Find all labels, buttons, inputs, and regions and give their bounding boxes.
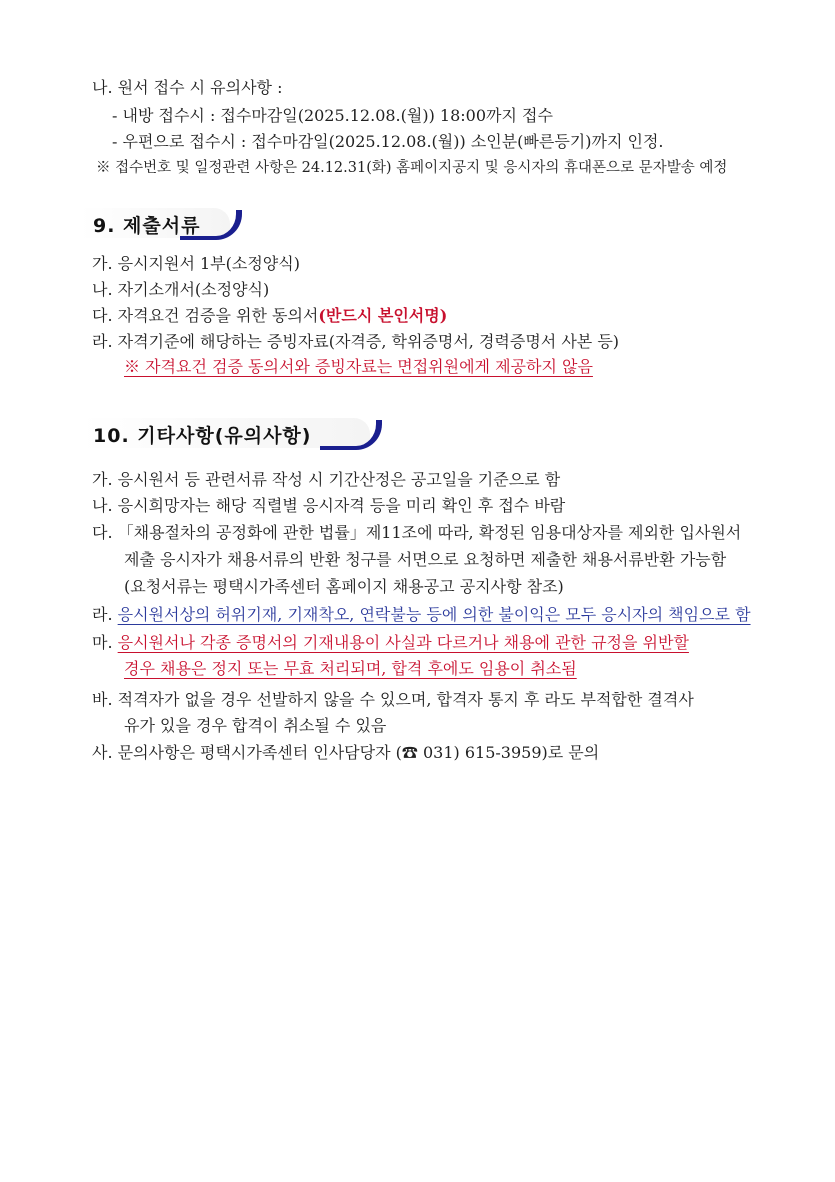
violation-warning-line-1: 응시원서나 각종 증명서의 기재내용이 사실과 다르거나 채용에 관한 규정을 위반할	[117, 633, 689, 652]
section-9-heading-text: 9. 제출서류	[93, 215, 201, 237]
doc-item-self-intro: 나. 자기소개서(소정양식)	[92, 280, 270, 299]
signature-required-emphasis: (반드시 본인서명)	[318, 306, 448, 325]
misc-item-document-return-3: (요청서류는 평택시가족센터 홈페이지 채용공고 공지사항 참조)	[124, 577, 564, 596]
misc-item-false-entry-label: 라.	[92, 605, 113, 624]
receipt-notice-title: 나. 원서 접수 시 유의사항 :	[92, 78, 283, 97]
misc-item-violation	[92, 633, 689, 653]
misc-item-disqualification-2: 유가 있을 경우 합격이 취소될 수 있음	[124, 716, 387, 735]
section-9-heading	[80, 208, 245, 238]
misc-item-disqualification-1: 바. 적격자가 없을 경우 선발하지 않을 수 있으며, 합격자 통지 후 라도 부적합한 결격사	[92, 690, 694, 709]
heading-swoosh-decoration	[320, 420, 382, 450]
misc-item-document-return-1: 다. 「채용절차의 공정화에 관한 법률」제11조에 따라, 확정된 임용대상자를 제외한 입사원서	[92, 523, 742, 542]
receipt-schedule-note: ※ 접수번호 및 일정관련 사항은 24.12.31(화) 홈페이지공지 및 응시자의 휴대폰으로 문자발송 예정	[96, 160, 728, 176]
misc-item-contact: 사. 문의사항은 평택시가족센터 인사담당자 (☎ 031) 615-3959)로 문의	[92, 743, 600, 762]
doc-item-consent	[92, 306, 447, 326]
misc-item-violation-label: 마.	[92, 633, 113, 652]
misc-item-period: 가. 응시원서 등 관련서류 작성 시 기간산정은 공고일을 기준으로 함	[92, 470, 561, 489]
misc-item-document-return-2: 제출 응시자가 채용서류의 반환 청구를 서면으로 요청하면 제출한 채용서류반환 가능함	[124, 550, 727, 569]
section-10-heading-text: 10. 기타사항(유의사항)	[93, 425, 312, 447]
doc-item-evidence: 라. 자격기준에 해당하는 증빙자료(자격증, 학위증명서, 경력증명서 사본 등)	[92, 332, 620, 351]
doc-item-consent-text: 다. 자격요건 검증을 위한 동의서	[92, 306, 319, 325]
misc-item-qualification-check: 나. 응시희망자는 해당 직렬별 응시자격 등을 미리 확인 후 접수 바람	[92, 496, 566, 515]
visit-receipt-item: - 내방 접수시 : 접수마감일(2025.12.08.(월)) 18:00까지 접수	[112, 106, 553, 125]
mail-receipt-item: - 우편으로 접수시 : 접수마감일(2025.12.08.(월)) 소인분(빠른등기)까지 인정.	[112, 132, 664, 151]
doc-item-application: 가. 응시지원서 1부(소정양식)	[92, 254, 300, 273]
misc-item-false-entry	[92, 605, 751, 625]
violation-warning-line-2: 경우 채용은 정지 또는 무효 처리되며, 합격 후에도 임용이 취소됨	[124, 659, 577, 678]
evidence-privacy-note: ※ 자격요건 검증 동의서와 증빙자료는 면접위원에게 제공하지 않음	[124, 357, 593, 376]
section-10-heading	[80, 418, 390, 448]
false-entry-responsibility-note: 응시원서상의 허위기재, 기재착오, 연락불능 등에 의한 불이익은 모두 응시자의 책임으로 함	[117, 605, 751, 624]
